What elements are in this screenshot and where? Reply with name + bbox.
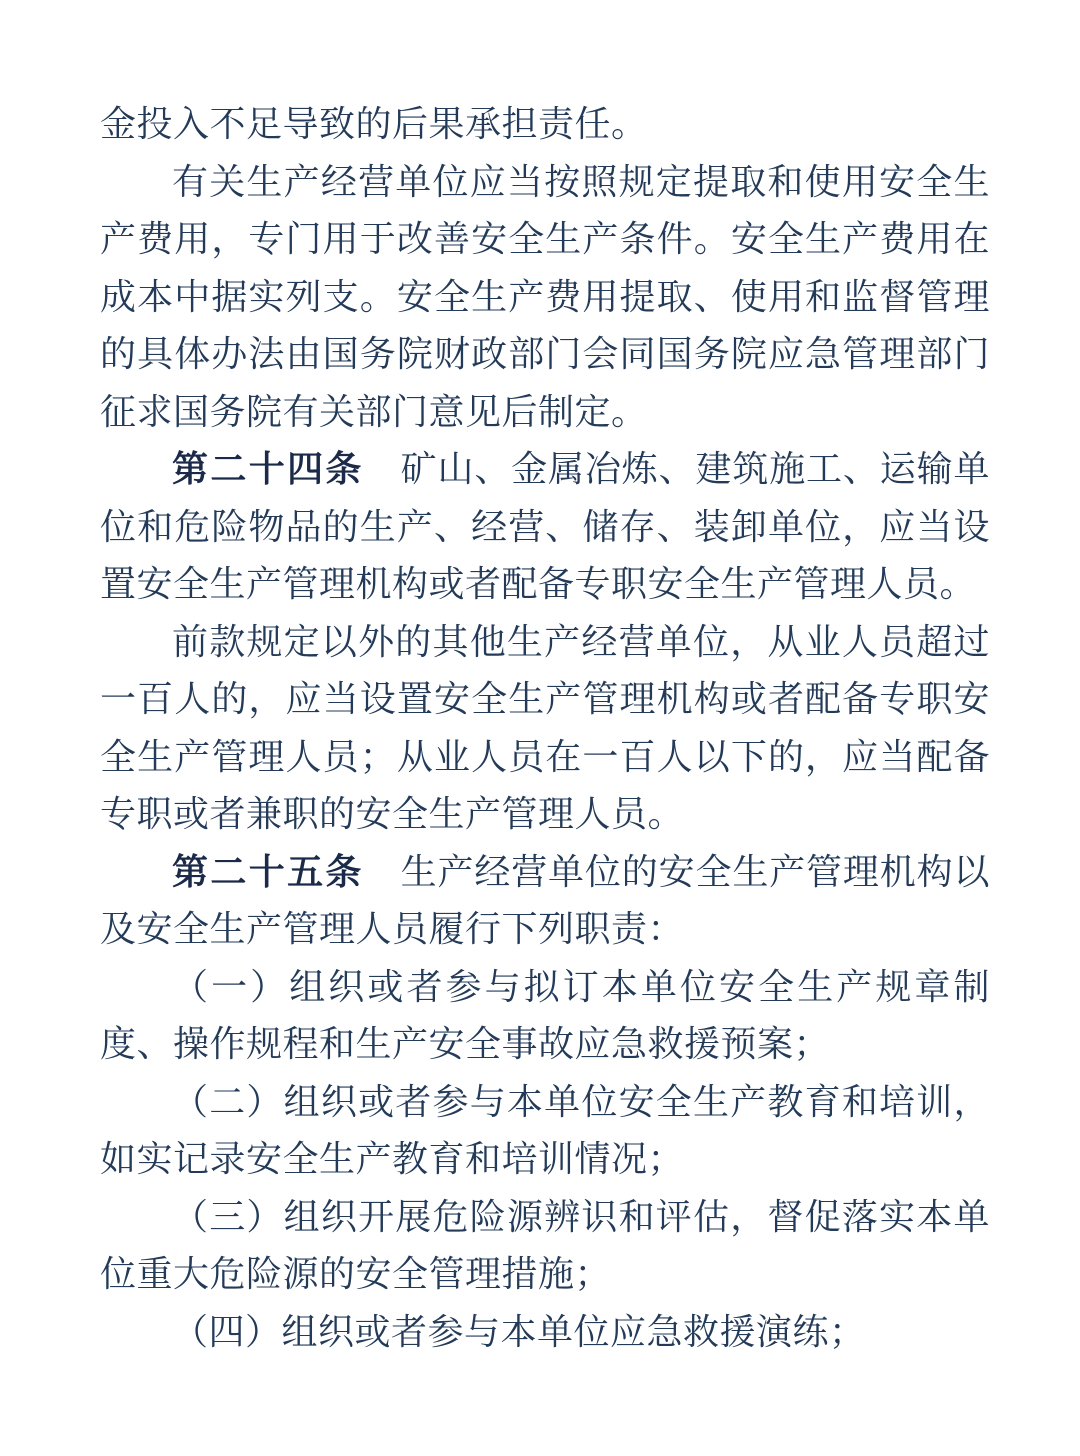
paragraph-text: 矿山、金属冶炼、建筑施工、运输单位和危险物品的生产、经营、储存、装卸单位，应当设置安全生产管理机构或者配备专职安全生产管理人员。	[100, 449, 990, 605]
paragraph	[100, 959, 990, 1074]
paragraph-text: 生产经营单位的安全生产管理机构以及安全生产管理人员履行下列职责：	[100, 851, 990, 950]
paragraph-text: 前款规定以外的其他生产经营单位，从业人员超过一百人的，应当设置安全生产管理机构或者配备专职安全生产管理人员；从业人员在一百人以下的，应当配备专职或者兼职的安全生产管理人员。	[100, 621, 990, 835]
paragraph-text: （三）组织开展危险源辨识和评估，督促落实本单位重大危险源的安全管理措施；	[100, 1196, 990, 1295]
paragraph-text: 有关生产经营单位应当按照规定提取和使用安全生产费用，专门用于改善安全生产条件。安全生产费用在成本中据实列支。安全生产费用提取、使用和监督管理的具体办法由国务院财政部门会同国务院应急管理部门征求国务院有关部门意见后制定。	[100, 161, 990, 433]
paragraph-text: （一）组织或者参与拟订本单位安全生产规章制度、操作规程和生产安全事故应急救援预案；	[100, 966, 990, 1065]
paragraph	[100, 844, 990, 959]
document-body	[100, 96, 990, 1361]
paragraph	[100, 96, 990, 154]
paragraph	[100, 614, 990, 844]
paragraph	[100, 154, 990, 442]
paragraph	[100, 441, 990, 614]
paragraph	[100, 1189, 990, 1304]
clause-number: 第二十四条	[172, 449, 364, 490]
paragraph	[100, 1074, 990, 1189]
paragraph-text: 金投入不足导致的后果承担责任。	[100, 104, 648, 145]
clause-number: 第二十五条	[172, 851, 364, 893]
paragraph	[100, 1304, 990, 1362]
paragraph-text: （二）组织或者参与本单位安全生产教育和培训，如实记录安全生产教育和培训情况；	[100, 1081, 990, 1180]
paragraph-text: （四）组织或者参与本单位应急救援演练；	[172, 1311, 866, 1353]
